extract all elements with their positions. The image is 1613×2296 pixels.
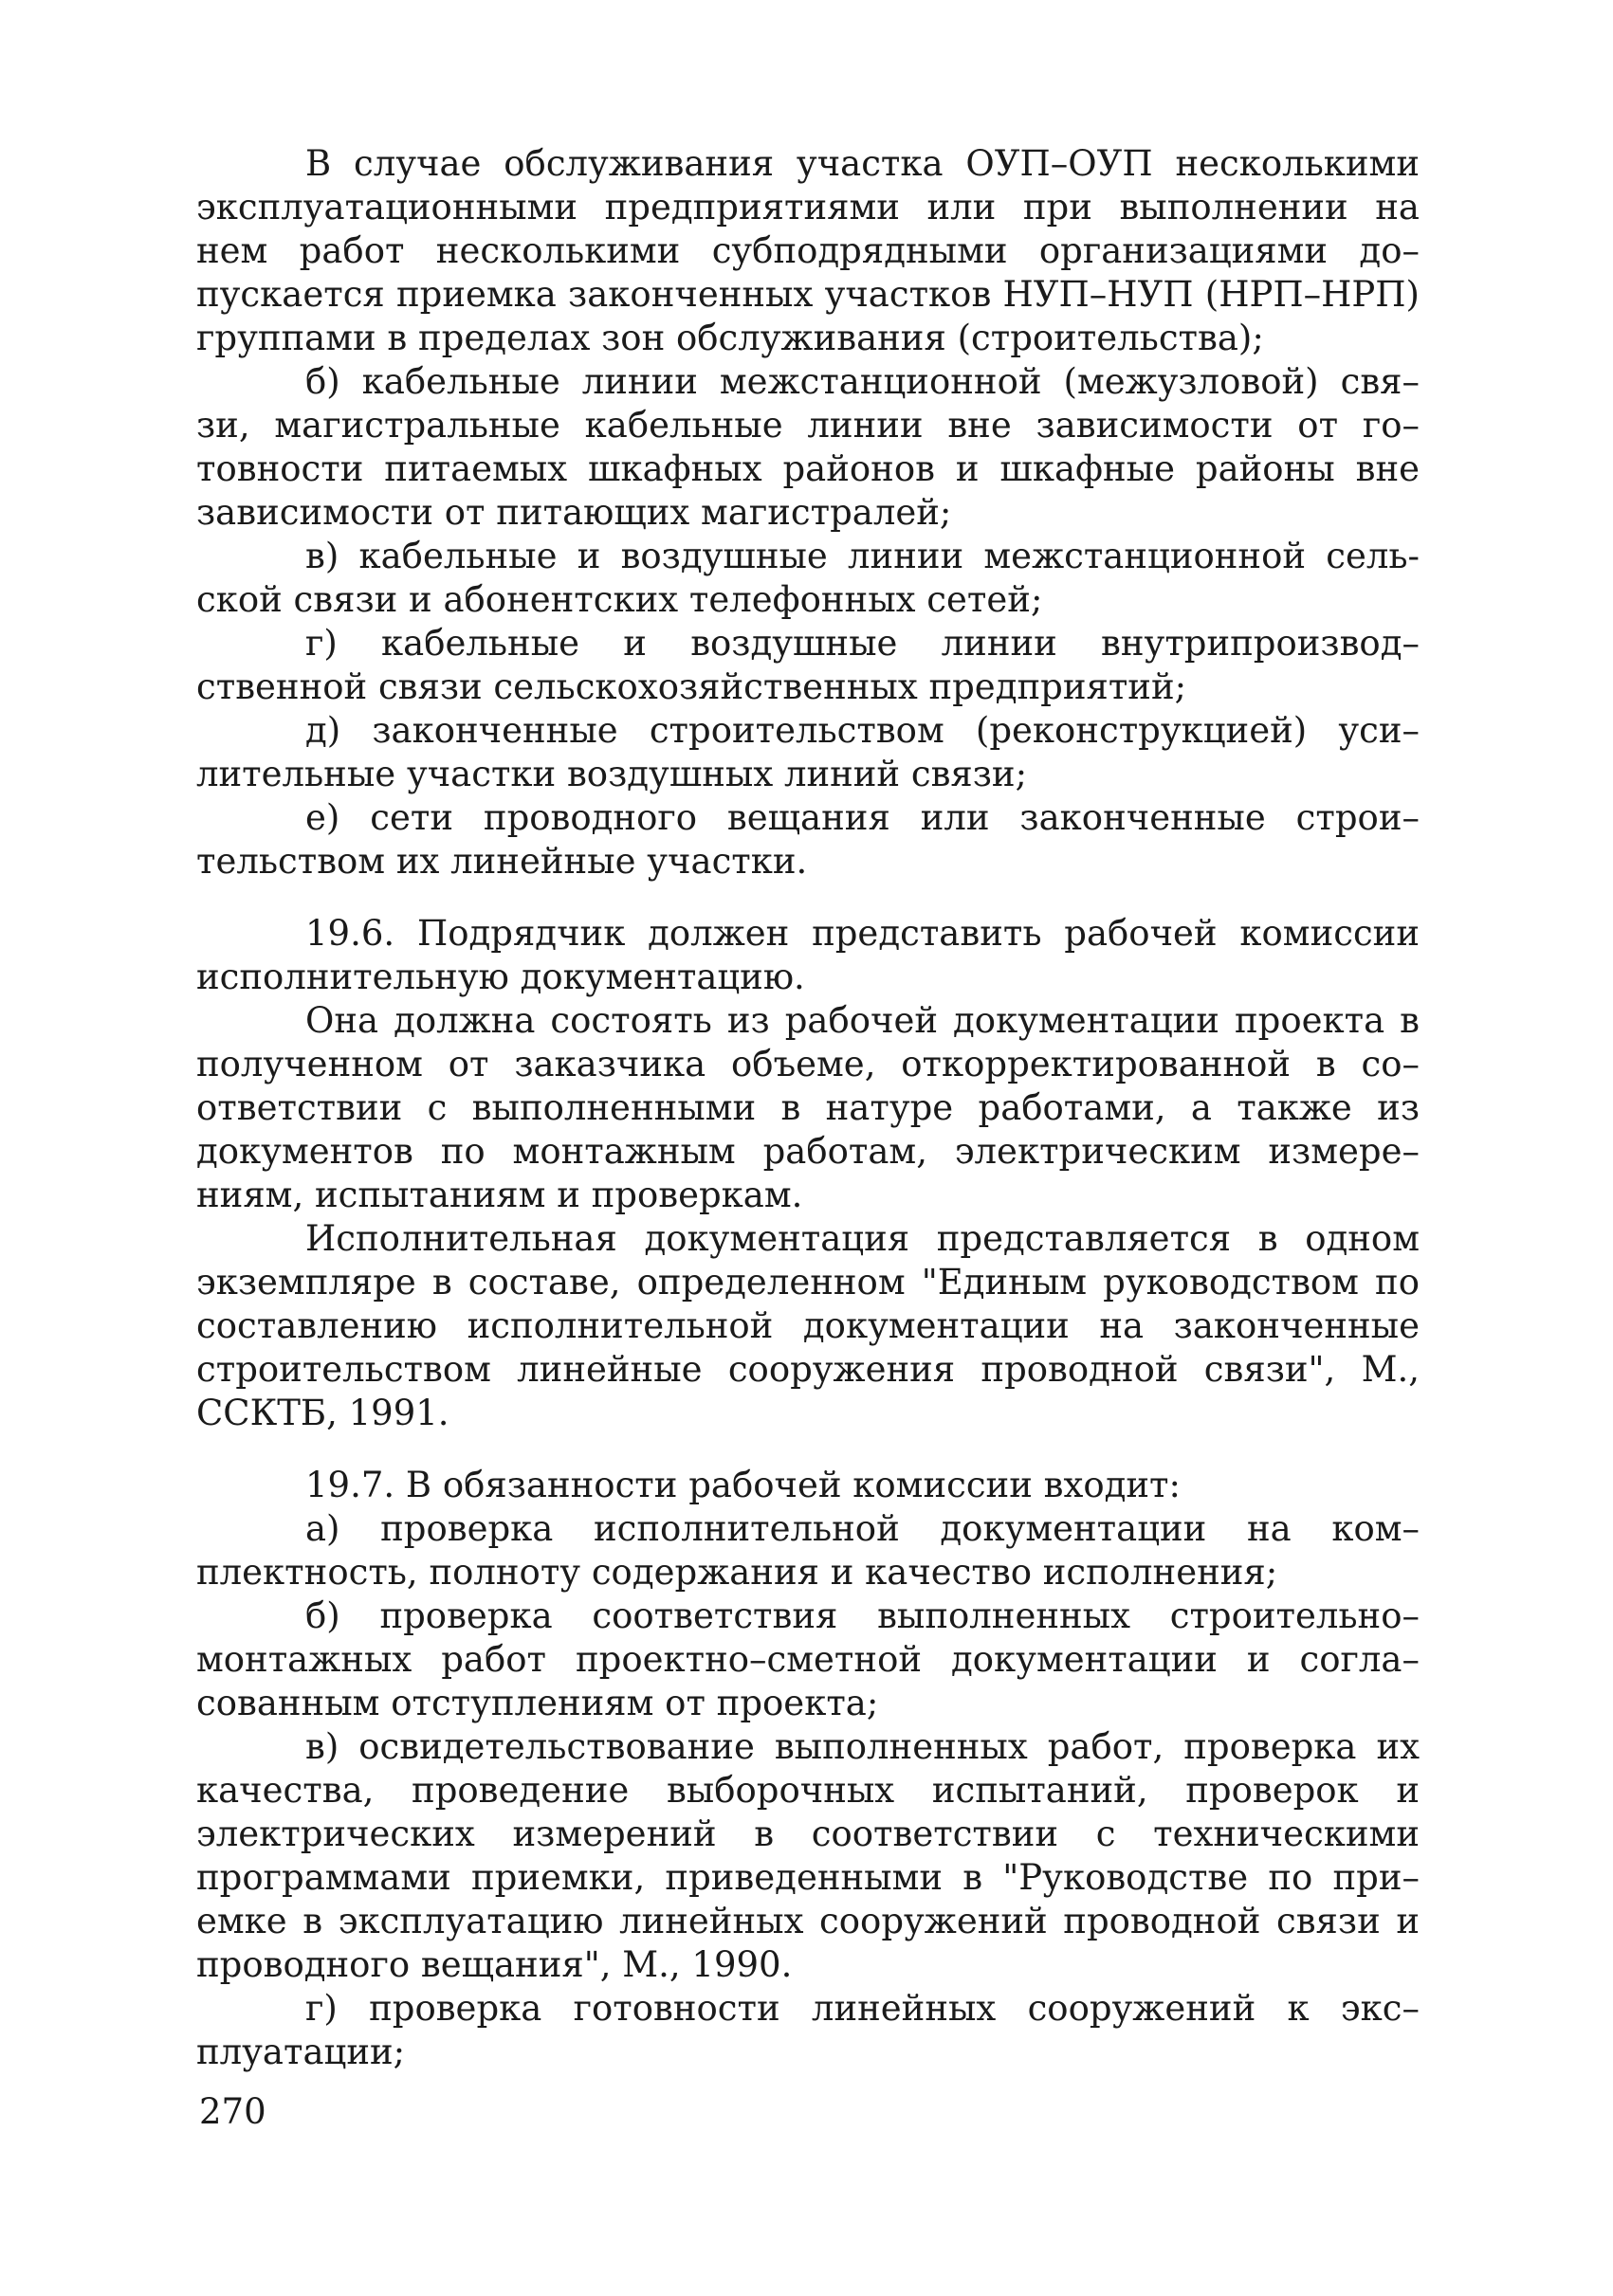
page-number: 270	[199, 2091, 266, 2132]
body-text	[196, 142, 1420, 2074]
paragraph: Она должна состоять из рабочей документации проекта в полученном от заказчика объеме, откорректированной в со–ответствии с выполненными в натуре работами, а также из документов по монтажным работам, электрическим измере–ниям, испытаниям и проверкам.	[196, 1000, 1420, 1215]
paragraph: б) кабельные линии межстанционной (межузловой) свя–зи, магистральные кабельные линии вне зависимости от го–товности питаемых шкафных районов и шкафные районы вне зависимости от питающих магистралей;	[196, 361, 1420, 533]
paragraph: в) кабельные и воздушные линии межстанционной сель-ской связи и абонентских телефонных сетей;	[196, 536, 1420, 620]
paragraph: г) кабельные и воздушные линии внутрипроизвод–ственной связи сельскохозяйственных предприятий;	[196, 623, 1420, 707]
paragraph: в) освидетельствование выполненных работ, проверка их качества, проведение выборочных испытаний, проверок и электрических измерений в соответствии с техническими программами приемки, приведенными в "Руководстве по при–емке в эксплуатацию линейных сооружений проводной связи и проводного вещания", М., 1990.	[196, 1726, 1420, 1985]
paragraph: е) сети проводного вещания или законченные строи–тельством их линейные участки.	[196, 797, 1420, 882]
paragraph: а) проверка исполнительной документации на ком–плектность, полноту содержания и качество исполнения;	[196, 1508, 1420, 1593]
paragraph: г) проверка готовности линейных сооружений к экс–плуатации;	[196, 1988, 1420, 2072]
paragraph: В случае обслуживания участка ОУП–ОУП несколькими эксплуатационными предприятиями или при выполнении на нем работ несколькими субподрядными организациями до–пускается приемка законченных участков НУП–НУП (НРП–НРП) группами в пределах зон обслуживания (строительства);	[196, 143, 1420, 358]
section-heading-19-6: 19.6. Подрядчик должен представить рабочей комиссии исполнительную документацию.	[196, 913, 1420, 997]
section-heading-19-7: 19.7. В обязанности рабочей комиссии входит:	[305, 1465, 1181, 1505]
paragraph: д) законченные строительством (реконструкцией) уси–лительные участки воздушных линий связи;	[196, 710, 1420, 794]
paragraph: б) проверка соответствия выполненных строительно–монтажных работ проектно–сметной документации и согла–сованным отступлениям от проекта;	[196, 1595, 1420, 1723]
paragraph: Исполнительная документация представляется в одном экземпляре в составе, определенном "Единым руководством по составлению исполнительной документации на законченные строительством линейные сооружения проводной связи", М., ССКТБ, 1991.	[196, 1218, 1420, 1433]
